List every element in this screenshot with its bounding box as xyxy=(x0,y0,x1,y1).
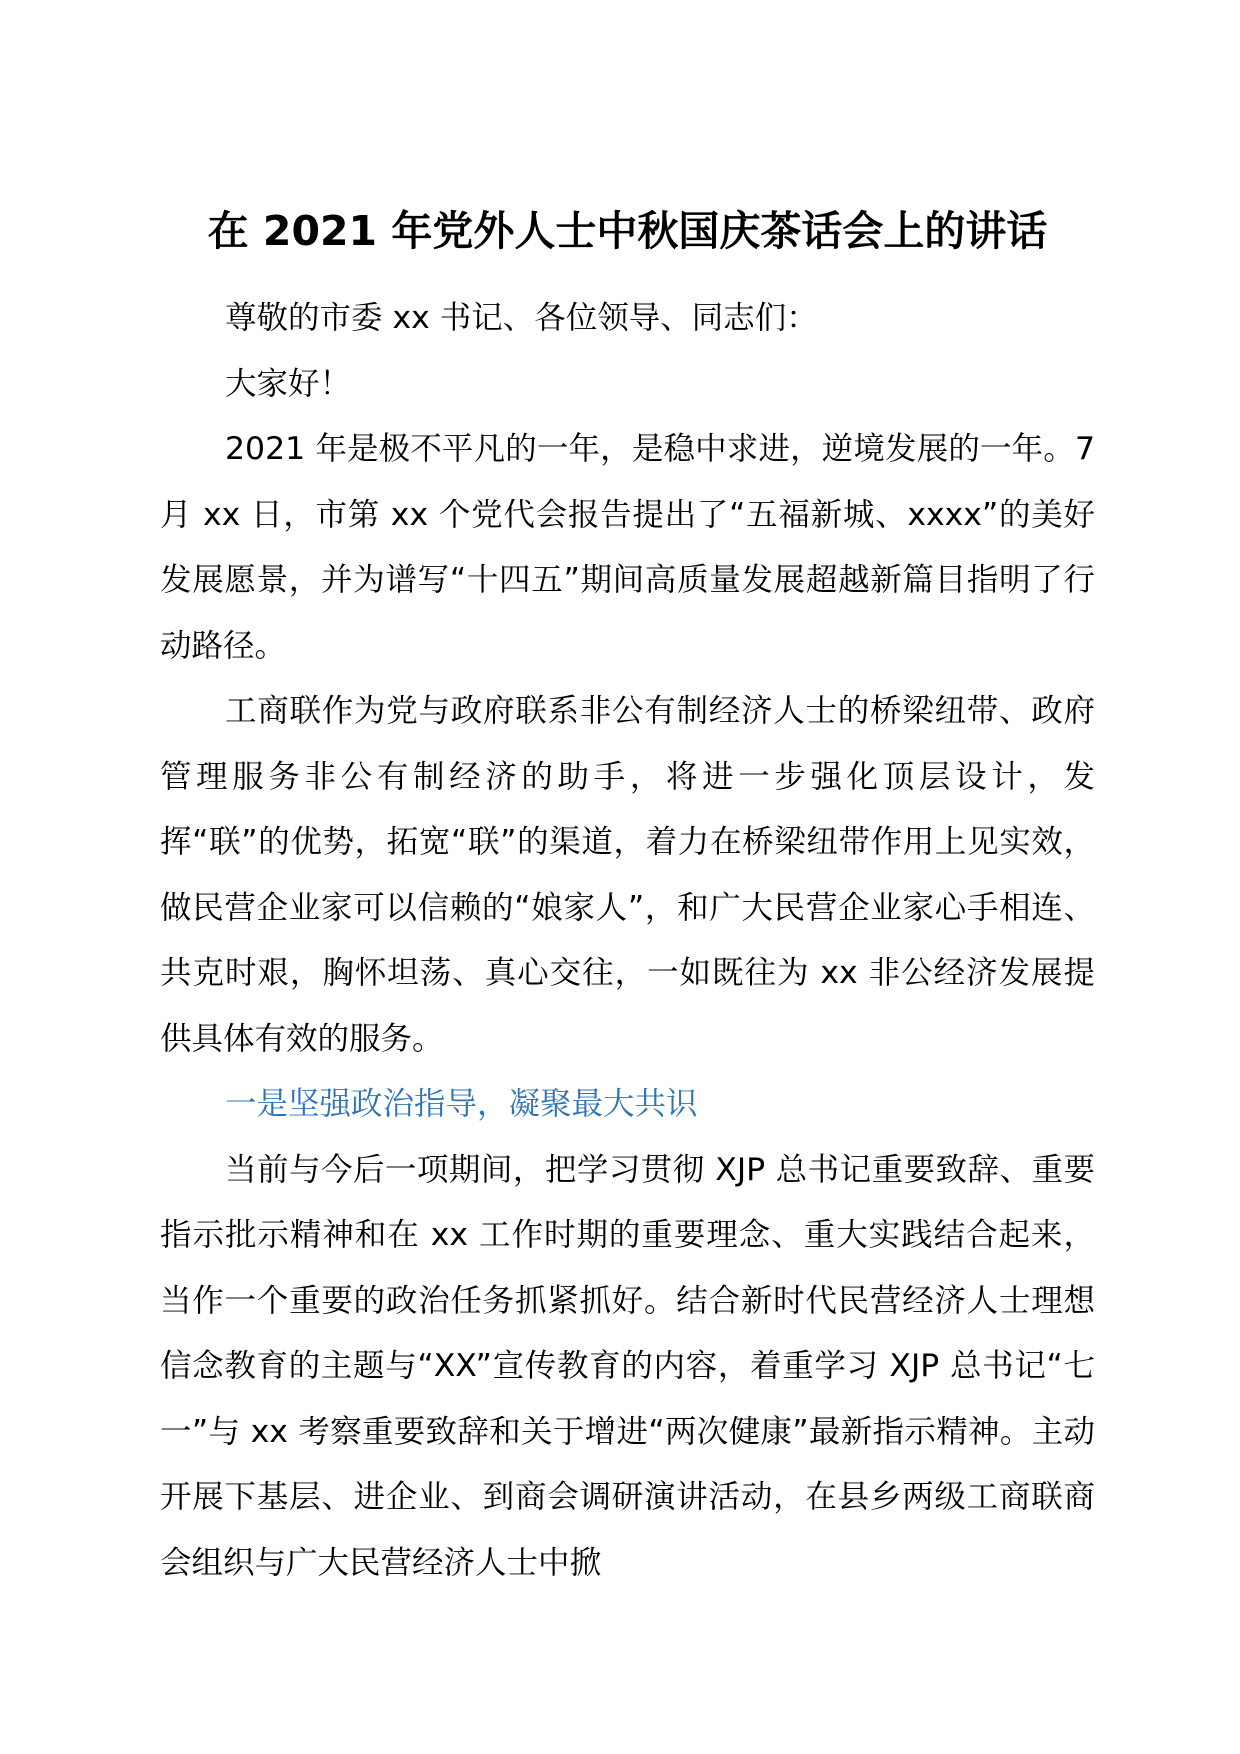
salutation-paragraph: 大家好！ xyxy=(225,365,352,402)
document-body xyxy=(160,286,1095,1596)
body-paragraph: 当前与今后一项期间，把学习贯彻 XJP 总书记重要致辞、重要指示批示精神和在 xx 工作时期的重要理念、重大实践结合起来，当作一个重要的政治任务抓紧抓好。结合新时代民营经济人士理想信念教育的主题与“XX”宣传教育的内容，着重学习 XJP 总书记“七一”与 xx 考察重要致辞和关于增进“两次健康”最新指示精神。主动开展下基层、进企业、到商会调研演讲活动，在县乡两级工商联商会组织与广大民营经济人士中掀 xyxy=(160,1151,1095,1581)
greeting-paragraph: 尊敬的市委 xx 书记、各位领导、同志们： xyxy=(225,300,818,336)
section-heading: 一是坚强政治指导，凝聚最大共识 xyxy=(225,1086,698,1122)
body-paragraph: 工商联作为党与政府联系非公有制经济人士的桥梁纽带、政府管理服务非公有制经济的助手，将进一步强化顶层设计，发挥“联”的优势，拓宽“联”的渠道，着力在桥梁纽带作用上见实效，做民营企业家可以信赖的“娘家人”，和广大民营企业家心手相连、共克时艰，胸怀坦荡、真心交往，一如既往为 xx 非公经济发展提供具体有效的服务。 xyxy=(160,693,1095,1057)
body-paragraph: 2021 年是极不平凡的一年，是稳中求进，逆境发展的一年。7 月 xx 日，市第 xx 个党代会报告提出了“五福新城、xxxx”的美好发展愿景，并为谱写“十四五”期间高质量发展超越新篇目指明了行动路径。 xyxy=(160,431,1095,664)
document-page xyxy=(160,196,1095,1596)
document-title: 在 2021 年党外人士中秋国庆茶话会上的讲话 xyxy=(207,207,1048,255)
